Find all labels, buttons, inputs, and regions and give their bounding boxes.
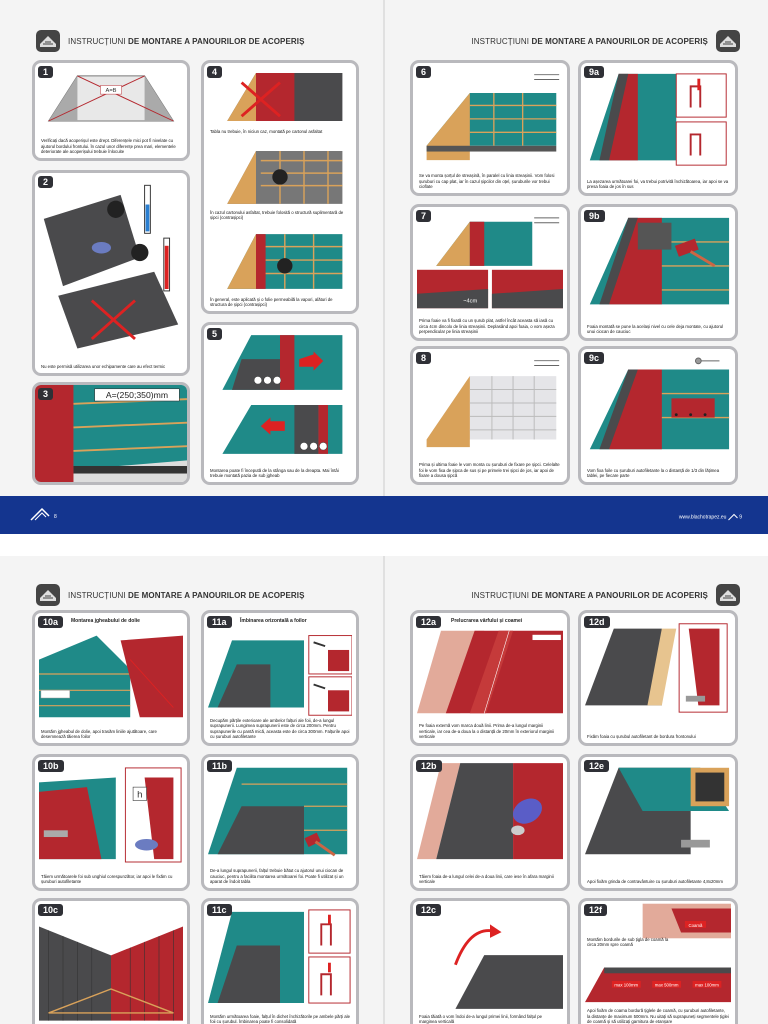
interlock-sheet-illustration bbox=[585, 67, 731, 173]
header-prefix: INSTRUCȚIUNI bbox=[471, 590, 530, 600]
step-9b-panel bbox=[578, 204, 738, 341]
step-5-panel bbox=[201, 322, 359, 485]
roof-counter-battens-illustration bbox=[208, 145, 352, 207]
step-8-panel bbox=[410, 346, 570, 485]
step-7-label: ~4cm bbox=[463, 298, 478, 305]
header-title: DE MONTARE A PANOURILOR DE ACOPERIȘ bbox=[127, 36, 305, 46]
step-11a-caption: Decupăm părțile exterioare ale ambelor falțuri ale foii, de-a lungul suprapunerii. Lungimea suprapunerii este de circa 200mm. Pentru suprapunerile cu pantă mică, aceasta este de circa 300mm. Falțurile apoi cu șuruburi autofiletante bbox=[210, 718, 350, 739]
step-10b-caption: Tăiem următoarele foi sub unghiul corespunzător, iar apoi le fixăm cu șuruburi autofiletante bbox=[41, 873, 173, 884]
step-4-caption-b: În cazul cartonului asfaltat, trebuie folosită o structură suplimentară de șipci (contrașipci) bbox=[210, 210, 344, 221]
step-4-caption-c: În general, este aplicată și o folie permeabilă la vapori, alături de structura de șipci (contrașipci) bbox=[210, 296, 333, 307]
overlap-joint-illustration bbox=[208, 905, 352, 1007]
step-number: 8 bbox=[416, 352, 431, 364]
footer-url-text: www.blachotrapez.eu bbox=[678, 514, 727, 521]
step-number: 12e bbox=[584, 760, 609, 772]
fold-edge-illustration bbox=[417, 905, 563, 1011]
step-12c-panel bbox=[410, 898, 570, 1024]
valley-gutter-illustration bbox=[39, 629, 183, 719]
overhang-detail-illustration bbox=[417, 269, 563, 309]
valley-cut-illustration bbox=[39, 761, 183, 867]
step-10c-panel bbox=[32, 898, 190, 1024]
step-7-panel bbox=[410, 204, 570, 341]
step-9c-caption: Vom fixa foile cu șuruburi autofiletante la o distanță de 1/3 din lățimea tablei, pe fiecare parte bbox=[587, 467, 720, 478]
step-number: 4 bbox=[207, 66, 222, 78]
header-left-top bbox=[36, 24, 305, 58]
horizontal-joint-illustration bbox=[208, 629, 352, 717]
step-11a-panel bbox=[201, 610, 359, 746]
step-9a-caption: La așezarea următoarei foi, va trebui potrivită închizătoarea, iar apoi se va presa foaia de jos în sus bbox=[587, 178, 729, 189]
step-11a-title: Îmbinarea orizontală a foilor bbox=[240, 618, 307, 624]
step-2-caption: Nu este permisă utilizarea unor echipamente care au efect termic bbox=[41, 363, 166, 369]
step-12f-caption-top: Montăm bordurile de sub țigla de coamă la circa 20mm spre coamă bbox=[587, 937, 669, 948]
step-10b-panel bbox=[32, 754, 190, 891]
step-12f-label-c: max 100mm bbox=[695, 982, 719, 988]
spine-bottom bbox=[383, 556, 385, 1024]
screw-pattern-illustration bbox=[417, 353, 563, 451]
header-prefix: INSTRUCȚIUNI bbox=[68, 36, 126, 46]
roof-logo-icon bbox=[36, 30, 60, 52]
spine-top bbox=[383, 0, 385, 496]
step-number: 12a bbox=[416, 616, 441, 628]
cut-sheet-illustration bbox=[417, 761, 563, 867]
step-number: 11b bbox=[207, 760, 232, 772]
edge-marking-illustration bbox=[417, 629, 563, 715]
step-12f-label-b: max 500mm bbox=[654, 982, 679, 988]
step-11b-panel bbox=[201, 754, 359, 891]
step-12b-panel bbox=[410, 754, 570, 891]
step-5-caption: Montarea poate fi începută de la stânga sau de la dreapta. Mai întâi trebuie montată pazia de sub jgheab bbox=[210, 467, 339, 478]
step-12a-title: Prelucrarea vârfului și coamei bbox=[451, 618, 523, 624]
step-number: 2 bbox=[38, 176, 53, 188]
step-11c-caption: Montăm următoarea foaie, falțul în dichet închizătorile pe ambele părți ale foii cu șurubul. Îmbinarea poate fi consolidată bbox=[210, 1013, 350, 1024]
ridge-screws-illustration bbox=[585, 957, 731, 1003]
step-12b-caption: Tăiem foaia de-a lungul celei de-a doua linii, care iese în afara marginii verticale bbox=[419, 873, 554, 884]
step-3-panel bbox=[32, 382, 190, 485]
step-number: 11c bbox=[207, 904, 232, 916]
step-12f-panel bbox=[578, 898, 738, 1024]
step-6-caption: Se va monta șorțul de streașină, în paralel cu linia streașinii. Vom folosi șuruburi cu cap plat, iar în cazul șipcilor din oțel, șuruburile vor trebui cioflate bbox=[419, 173, 555, 189]
header-title: DE MONTARE A PANOURILOR DE ACOPERIȘ bbox=[531, 36, 708, 46]
eaves-batten-illustration bbox=[35, 385, 187, 482]
step-number: 12b bbox=[416, 760, 442, 772]
step-number: 12c bbox=[416, 904, 441, 916]
valley-finished-illustration bbox=[39, 905, 183, 1023]
roof-logo-icon bbox=[36, 584, 60, 606]
step-number: 1 bbox=[38, 66, 53, 78]
roof-logo-icon bbox=[728, 513, 738, 521]
step-4-panel bbox=[201, 60, 359, 314]
step-number: 5 bbox=[207, 328, 222, 340]
step-number: 10c bbox=[38, 904, 63, 916]
step-1-panel bbox=[32, 60, 190, 161]
step-12a-panel bbox=[410, 610, 570, 746]
bracing-beam-illustration bbox=[585, 761, 731, 861]
step-3-label: A=(250;350)mm bbox=[105, 390, 169, 401]
step-12c-caption: Foaia tăiată o vom îndoi de-a lungul primei linii, formând falțul pe marginea verticală bbox=[419, 1013, 543, 1024]
step-number: 11a bbox=[207, 616, 232, 628]
step-number: 9a bbox=[584, 66, 604, 78]
step-4-caption-a: Tabla nu trebuie, în niciun caz, montată pe cartonul asfaltat bbox=[210, 129, 323, 134]
gable-trim-illustration bbox=[585, 617, 731, 717]
step-9a-panel bbox=[578, 60, 738, 196]
footer-url[interactable] bbox=[679, 513, 742, 521]
step-10b-label: h bbox=[137, 789, 143, 801]
page-number-left: 8 bbox=[54, 514, 57, 520]
header-title: DE MONTARE A PANOURILOR DE ACOPERIȘ bbox=[127, 590, 305, 600]
step-1-label: A=B bbox=[105, 88, 117, 95]
step-number: 7 bbox=[416, 210, 431, 222]
bend-fold-illustration bbox=[208, 761, 352, 861]
roof-logo-icon bbox=[30, 506, 50, 522]
header-title: DE MONTARE A PANOURILOR DE ACOPERIȘ bbox=[531, 590, 708, 600]
step-12e-caption: Apoi fixăm grinda de contravântuire cu șuruburi autofiletante 4,8x20mm bbox=[587, 878, 723, 884]
step-number: 9b bbox=[584, 210, 605, 222]
step-number: 10b bbox=[38, 760, 64, 772]
step-12f-label-a: max 100mm bbox=[614, 982, 639, 988]
step-11c-panel bbox=[201, 898, 359, 1024]
step-8-caption: Prima și ultima foaie le vom monta cu șuruburi de fixare pe șipci. Celelalte foi le vom fixa de șipca de sus și pe primele trei șipci de jos, iar apoi de fixare a dousa șipcă bbox=[419, 462, 560, 478]
step-6-panel bbox=[410, 60, 570, 196]
step-10a-panel bbox=[32, 610, 190, 746]
header-prefix: INSTRUCȚIUNI bbox=[68, 590, 126, 600]
roof-no-felt-illustration bbox=[208, 67, 352, 125]
step-7-caption: Prima foaie va fi fixată cu un șurub plat, astfel încât aceasta să iasă cu circa 4cm dincolo de linia streașinii. Deplasând apoi foaia, o vom așeza perpendicular pe linia streașinii bbox=[419, 318, 555, 334]
step-1-caption: Verificați dacă acoperișul este drept. Diferențele mici pot fi nivelate cu ajutorul bordului frontului. În cazul unor diferențe prea mari, elementele deteriorate ale acoperișului trebuie înlocuite bbox=[41, 138, 176, 154]
roof-logo-icon bbox=[716, 584, 740, 606]
step-12a-caption: Pe foaia externă vom marca două linii. Prima de-a lungul marginii verticale, iar cea de-a doua la o distanță de 20mm în exteriorul marginii verticale bbox=[419, 723, 555, 739]
page-number-right: 9 bbox=[739, 514, 742, 521]
step-12d-panel bbox=[578, 610, 738, 746]
step-2-panel bbox=[32, 170, 190, 376]
step-9c-panel bbox=[578, 346, 738, 485]
step-number: 12d bbox=[584, 616, 610, 628]
rubber-mallet-illustration bbox=[585, 211, 731, 317]
step-12e-panel bbox=[578, 754, 738, 891]
step-number: 9c bbox=[584, 352, 604, 364]
footer-band bbox=[0, 496, 768, 534]
header-left-bottom bbox=[36, 578, 305, 612]
step-10a-caption: Montăm jgheabul de dolie, apoi trasăm liniile ajutătoare, care desemnează tăierea foilor bbox=[41, 728, 157, 739]
step-12f-caption: Apoi fixăm de coama bordură țiglele de coamă, cu șuruburi autofiletante, la distanțe de maximum 500mm. Nu uitați să suprapuneți segmentele țiglei de coamă și să utilizați garnitura de etanșare bbox=[587, 1008, 729, 1024]
step-11b-caption: De-a lungul suprapunerii, falțul trebuie bătut cu ajutorul unui ciocan de cauciuc, pentru a facilita montarea următoarei foi. Poate fi utilizat și un aparat de îndoit tabla bbox=[210, 868, 344, 884]
step-number: 12f bbox=[584, 904, 607, 916]
fix-sheets-illustration bbox=[585, 353, 731, 461]
roof-diagonal-illustration bbox=[39, 67, 183, 127]
step-12f-label-top: Coamă bbox=[688, 922, 703, 928]
first-sheet-illustration bbox=[417, 211, 563, 269]
roof-logo-icon bbox=[716, 30, 740, 52]
eaves-flashing-illustration bbox=[417, 67, 563, 165]
header-right-bottom bbox=[471, 578, 740, 612]
start-left-illustration bbox=[208, 329, 352, 395]
step-10a-title: Montarea jgheabului de dolie bbox=[71, 618, 140, 624]
roof-membrane-illustration bbox=[208, 228, 352, 294]
step-12d-caption: Fixăm foaia cu șurubul autofiletant de bordura frontonului bbox=[587, 733, 696, 739]
header-prefix: INSTRUCȚIUNI bbox=[471, 36, 530, 46]
step-number: 3 bbox=[38, 388, 53, 400]
step-9b-caption: Foaia montată se pune la același nivel cu cele deja montate, cu ajutorul unui ciocan de cauciuc bbox=[587, 323, 724, 334]
start-right-illustration bbox=[208, 399, 352, 457]
heat-tools-illustration bbox=[39, 177, 183, 353]
header-right-top bbox=[471, 24, 740, 58]
step-number: 10a bbox=[38, 616, 63, 628]
step-number: 6 bbox=[416, 66, 431, 78]
